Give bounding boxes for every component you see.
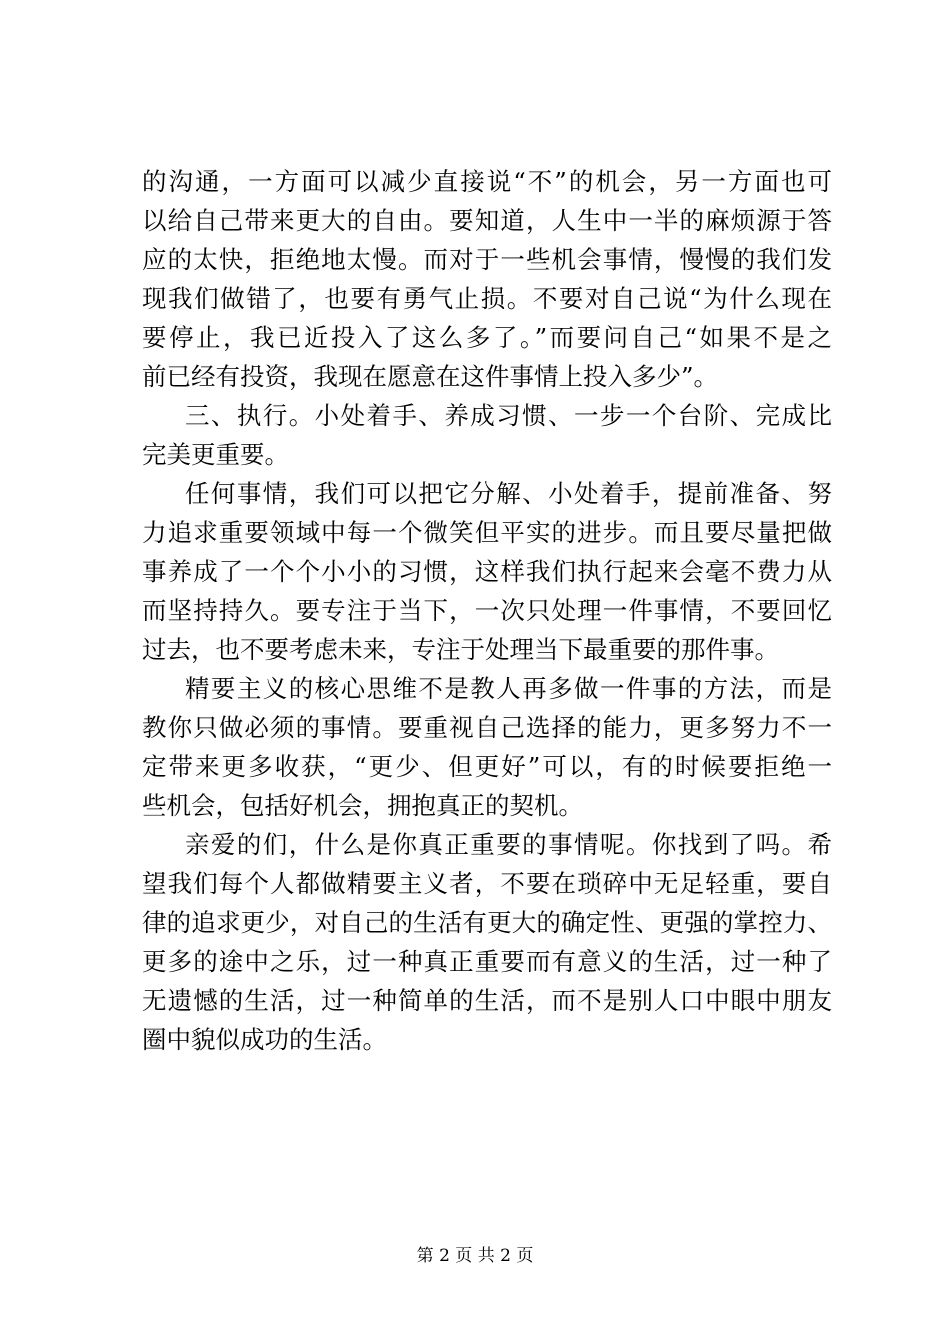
text-line: 更多的途中之乐，过一种真正重要而有意义的生活，过一种了 [142, 947, 832, 976]
text-line: 无遗憾的生活，过一种简单的生活，而不是别人口中眼中朋友 [142, 986, 832, 1015]
text-line: 前已经有投资，我现在愿意在这件事情上投入多少”。 [142, 362, 719, 391]
text-line: 些机会，包括好机会，拥抱真正的契机。 [142, 791, 583, 820]
text-line: 任何事情，我们可以把它分解、小处着手，提前准备、努 [185, 479, 832, 508]
text-line: 要停止，我已近投入了这么多了。”而要问自己“如果不是之 [142, 323, 832, 352]
text-line: 定带来更多收获，“更少、但更好”可以，有的时候要拒绝一 [142, 752, 832, 781]
document-body [142, 162, 832, 1059]
text-line: 过去，也不要考虑未来，专注于处理当下最重要的那件事。 [142, 635, 779, 664]
text-line: 力追求重要领域中每一个微笑但平实的进步。而且要尽量把做 [142, 518, 832, 547]
paragraph [142, 474, 832, 669]
text-line: 现我们做错了，也要有勇气止损。不要对自己说“为什么现在 [142, 284, 832, 313]
text-line: 律的追求更少，对自己的生活有更大的确定性、更强的掌控力、 [142, 908, 832, 937]
text-line: 圈中貌似成功的生活。 [142, 1025, 387, 1054]
text-line: 亲爱的们，什么是你真正重要的事情呢。你找到了吗。希 [185, 830, 832, 859]
text-line: 完美更重要。 [142, 440, 289, 469]
paragraph [142, 162, 832, 396]
page-footer: 第 2 页 共 2 页 [416, 1246, 534, 1266]
text-line: 事养成了一个个小小的习惯，这样我们执行起来会毫不费力从 [142, 557, 832, 586]
text-line: 的沟通，一方面可以减少直接说“不”的机会，另一方面也可 [142, 167, 832, 196]
text-line: 教你只做必须的事情。要重视自己选择的能力，更多努力不一 [142, 713, 832, 742]
text-line: 以给自己带来更大的自由。要知道，人生中一半的麻烦源于答 [142, 206, 832, 235]
text-line: 望我们每个人都做精要主义者，不要在琐碎中无足轻重，要自 [142, 869, 832, 898]
paragraph [142, 669, 832, 825]
text-line: 而坚持持久。要专注于当下，一次只处理一件事情，不要回忆 [142, 596, 832, 625]
text-line: 应的太快，拒绝地太慢。而对于一些机会事情，慢慢的我们发 [142, 245, 832, 274]
paragraph [142, 825, 832, 1059]
text-line: 三、执行。小处着手、养成习惯、一步一个台阶、完成比 [185, 401, 832, 430]
text-line: 精要主义的核心思维不是教人再多做一件事的方法，而是 [185, 674, 832, 703]
paragraph [142, 396, 832, 474]
